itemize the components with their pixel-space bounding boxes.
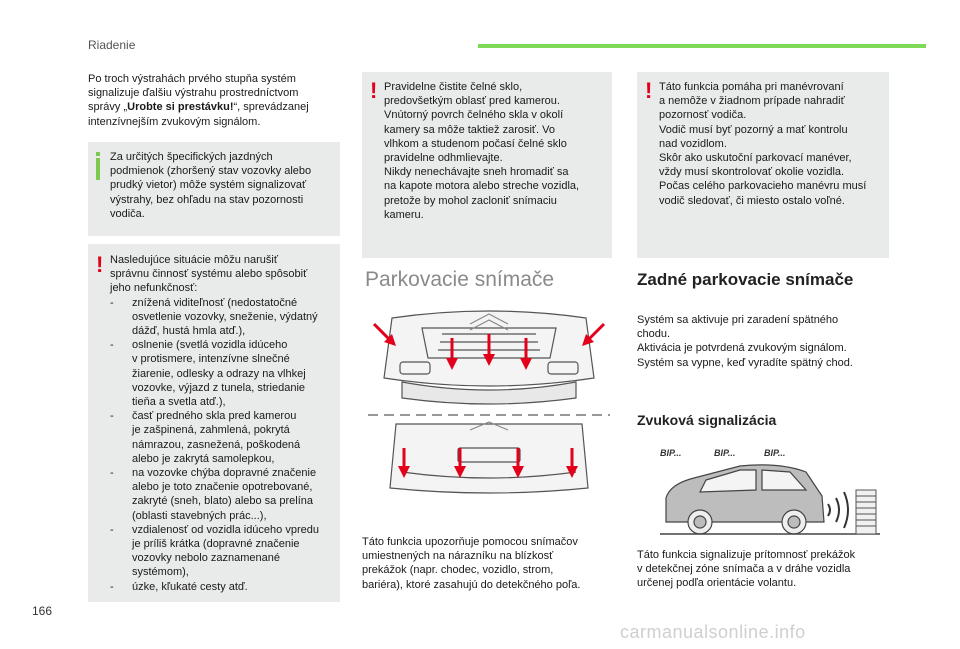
- warning-icon: !: [645, 78, 653, 103]
- warning-box-cleaning: ! Pravidelne čistite čelné sklo, predovšetkým oblasť pred kamerou. Vnútorný povrch čelného skla v okolí kamery sa môže taktiež zarosiť. Vo vlhkom a studenom počasí čelné sklo pravidelne odhmlievajte. Nikdy nenechávajte sneh hromadiť sa na kapote motora alebo streche vozidla, pretože by mohol zacloniť snímaciu kameru.: [362, 72, 612, 258]
- page-number: 166: [32, 604, 53, 618]
- section-label: Riadenie: [88, 38, 136, 52]
- warning-box-conditions: ! Nasledujúce situácie môžu narušiť správnu činnosť systému alebo spôsobiť jeho nefunkčnosť: - znížená viditeľnosť (nedostatočné osvetlenie vozovky, sneženie, výdatný dážď, hustá hmla atď.), - oslnenie (svetlá vozidla idúceho v protismere, intenzívne slnečné žiarenie, odlesky a odrazy na vlhkej vozovke, výjazd z tunela, striedanie tieňa a svetla atď.), - časť predného skla pred kamerou je zašpinená, zahmlená, pokrytá námrazou, zasnežená, poškodená alebo je zakrytá samolepkou, - na vozovke chýba dopravné značenie alebo je toto značenie opotrebované, zakryté (sneh, blato) alebo sa prelína (oblasti stavebných prác...), - vzdialenosť od vozidla idúceho vpredu je príliš krátka (dopravné značenie vozovky nebolo zaznamenané systémom), - úzke, kľukaté cesty atď.: [88, 244, 340, 602]
- sound-waves-icon: [828, 492, 848, 528]
- list-item: - na vozovke chýba dopravné značenie alebo je toto značenie opotrebované, zakryté (sneh, blato) alebo sa prelína (oblasti stavebných prác...),: [110, 466, 332, 523]
- list-item: - úzke, kľukaté cesty atď.: [110, 580, 332, 594]
- info-icon: [96, 158, 100, 180]
- list-item: - oslnenie (svetlá vozidla idúceho v protismere, intenzívne slnečné žiarenie, odlesky a odrazy na vlhkej vozovke, výjazd z tunela, striedanie tieňa a svetla atď.),: [110, 338, 332, 409]
- rear-bumper-view: [390, 422, 588, 493]
- bip-label: BIP...: [660, 448, 682, 458]
- info-box: Za určitých špecifických jazdných podmienok (zhoršený stav vozovky alebo prudký vietor) môže systém signalizovať výstrahy, bez ohľadu na stav pozornosti vodiča.: [88, 142, 340, 236]
- warning-box-manoeuvre: ! Táto funkcia pomáha pri manévrovaní a nemôže v žiadnom prípade nahradiť pozornosť vodiča. Vodič musí byť pozorný a mať kontrolu nad vozidlom. Skôr ako uskutoční parkovací manéver, vždy musí skontrolovať okolie vozidla. Počas celého parkovacieho manévru musí vodič sledovať, či miesto ostalo voľné.: [637, 72, 889, 258]
- audible-signal-illustration: [640, 440, 890, 540]
- warning-icon: !: [96, 252, 104, 277]
- subheading-audible-signal: Zvuková signalizácia: [637, 412, 777, 428]
- warning-icon: !: [370, 78, 378, 103]
- intro-paragraph: Po troch výstrahách prvého stupňa systém signalizuje ďalšiu výstrahu prostredníctvom správy „Urobte si prestávku!“, sprevádzanej intenzívnejším zvukovým signálom.: [88, 73, 309, 128]
- car-silhouette: [666, 465, 824, 534]
- rear-sensors-paragraph: Systém sa aktivuje pri zaradení spätného chodu. Aktivácia je potvrdená zvukovým signálom. Systém sa vypne, keď vyradíte spätný chod.: [637, 314, 853, 369]
- parking-sensors-illustration: [362, 298, 616, 510]
- list-item: - vzdialenosť od vozidla idúceho vpredu je príliš krátka (dopravné značenie vozovky nebolo zaznamenané systémom),: [110, 523, 332, 580]
- section-heading-rear-sensors: Zadné parkovacie snímače: [637, 270, 854, 289]
- watermark: carmanualsonline.info: [620, 622, 806, 642]
- parking-sensors-caption: Táto funkcia upozorňuje pomocou snímačov umiestnených na nárazníku na blízkosť prekážok (napr. chodec, vozidlo, strom, bariéra), ktoré zasahujú do detekčného poľa.: [362, 536, 581, 591]
- bip-label: BIP...: [764, 448, 786, 458]
- list-item: - znížená viditeľnosť (nedostatočné osvetlenie vozovky, sneženie, výdatný dážď, hustá hmla atď.),: [110, 296, 332, 339]
- header-accent-bar: [478, 44, 926, 48]
- list-item: - časť predného skla pred kamerou je zašpinená, zahmlená, pokrytá námrazou, zasnežená, poškodená alebo je zakrytá samolepkou,: [110, 409, 332, 466]
- bip-label: BIP...: [714, 448, 736, 458]
- section-heading-parking-sensors: Parkovacie snímače: [365, 268, 555, 291]
- brick-wall-icon: [856, 490, 876, 534]
- audible-signal-caption: Táto funkcia signalizuje prítomnosť prekážok v detekčnej zóne snímača a v dráhe vozidla určenej podľa orientácie volantu.: [637, 549, 856, 590]
